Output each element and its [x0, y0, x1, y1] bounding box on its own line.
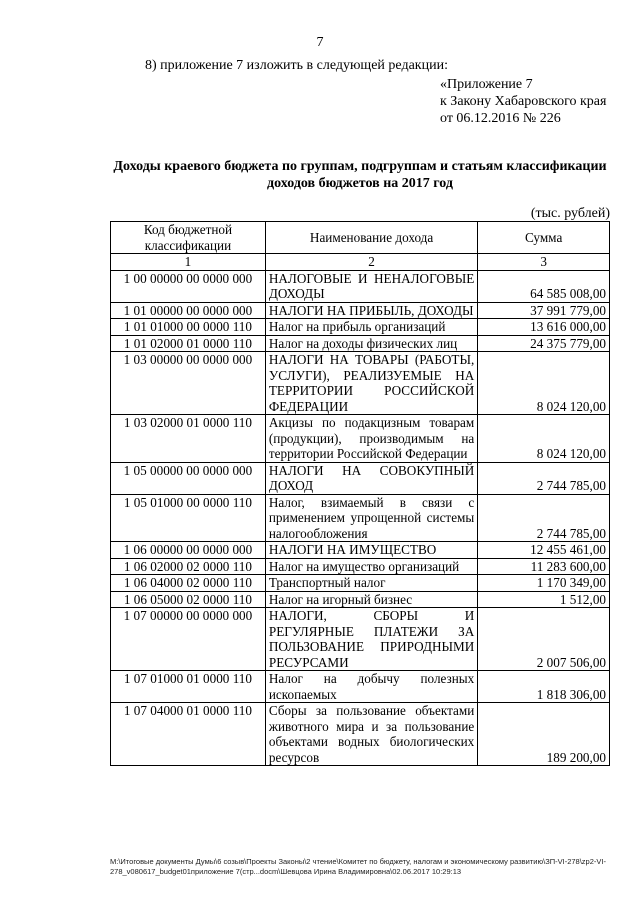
row-amount: 2 007 506,00: [478, 608, 610, 671]
table-row: [111, 335, 610, 352]
row-amount: 11 283 600,00: [478, 558, 610, 575]
table-row: [111, 591, 610, 608]
row-code: 1 06 04000 02 0000 110: [111, 575, 266, 592]
column-number-row: [111, 254, 610, 271]
row-amount: 12 455 461,00: [478, 542, 610, 559]
document-title: Доходы краевого бюджета по группам, подгруппам и статьям классификации доходов бюджетов на 2017 год: [113, 159, 607, 191]
row-code: 1 05 00000 00 0000 000: [111, 462, 266, 494]
row-code: 1 06 00000 00 0000 000: [111, 542, 266, 559]
column-number: 3: [478, 254, 610, 271]
table-row: [111, 558, 610, 575]
row-name: Налог на доходы физических лиц: [265, 335, 477, 352]
appendix-reference: [440, 76, 606, 127]
table-row: [111, 703, 610, 766]
intro-text: 8) приложение 7 изложить в следующей редакции:: [145, 58, 448, 73]
row-name: НАЛОГИ НА СОВОКУПНЫЙ ДОХОД: [265, 462, 477, 494]
row-name: Налог на имущество организаций: [265, 558, 477, 575]
table-row: [111, 415, 610, 463]
row-code: 1 07 01000 01 0000 110: [111, 671, 266, 703]
column-number: 2: [265, 254, 477, 271]
row-amount: 37 991 779,00: [478, 302, 610, 319]
row-amount: 1 818 306,00: [478, 671, 610, 703]
table-row: [111, 608, 610, 671]
row-amount: 1 512,00: [478, 591, 610, 608]
row-name: Налог, взимаемый в связи с применением упрощенной системы налогообложения: [265, 494, 477, 542]
row-amount: 189 200,00: [478, 703, 610, 766]
row-amount: 13 616 000,00: [478, 319, 610, 336]
row-name: НАЛОГИ, СБОРЫ И РЕГУЛЯРНЫЕ ПЛАТЕЖИ ЗА ПОЛЬЗОВАНИЕ ПРИРОДНЫМИ РЕСУРСАМИ: [265, 608, 477, 671]
table-row: [111, 462, 610, 494]
table-row: [111, 542, 610, 559]
row-name: НАЛОГОВЫЕ И НЕНАЛОГОВЫЕ ДОХОДЫ: [265, 270, 477, 302]
row-amount: 2 744 785,00: [478, 462, 610, 494]
table-row: [111, 270, 610, 302]
row-name: Сборы за пользование объектами животного мира и за пользование объектами водных биологических ресурсов: [265, 703, 477, 766]
row-amount: 8 024 120,00: [478, 352, 610, 415]
row-name: НАЛОГИ НА ПРИБЫЛЬ, ДОХОДЫ: [265, 302, 477, 319]
row-code: 1 03 00000 00 0000 000: [111, 352, 266, 415]
column-header-amount: Сумма: [478, 222, 610, 254]
table-row: [111, 302, 610, 319]
row-code: 1 07 00000 00 0000 000: [111, 608, 266, 671]
row-amount: 64 585 008,00: [478, 270, 610, 302]
row-amount: 8 024 120,00: [478, 415, 610, 463]
appendix-line: к Закону Хабаровского края: [440, 94, 607, 109]
row-code: 1 01 02000 01 0000 110: [111, 335, 266, 352]
row-name: Налог на добычу полезных ископаемых: [265, 671, 477, 703]
row-code: 1 05 01000 00 0000 110: [111, 494, 266, 542]
row-amount: 1 170 349,00: [478, 575, 610, 592]
row-name: Налог на прибыль организаций: [265, 319, 477, 336]
row-name: Акцизы по подакцизным товарам (продукции), производимым на территории Российской Федерации: [265, 415, 477, 463]
file-path-footer: M:\Итоговые документы Думы\6 созыв\Проекты Законы\2 чтение\Комитет по бюджету, налогам и экономическому развитию\ЗП-VI-278\zp2-VI-278_v080617_budget01приложение 7(стр...docm\Шевцова Ирина Владимировна\02.06.2017 10:29:13: [110, 857, 606, 876]
row-code: 1 06 05000 02 0000 110: [111, 591, 266, 608]
column-header-code: Код бюджетной классификации: [111, 222, 266, 254]
row-amount: 24 375 779,00: [478, 335, 610, 352]
row-code: 1 03 02000 01 0000 110: [111, 415, 266, 463]
table-row: [111, 319, 610, 336]
row-amount: 2 744 785,00: [478, 494, 610, 542]
column-header-name: Наименование дохода: [265, 222, 477, 254]
table-row: [111, 671, 610, 703]
row-name: Транспортный налог: [265, 575, 477, 592]
table-row: [111, 494, 610, 542]
appendix-line: от 06.12.2016 № 226: [440, 111, 561, 126]
row-name: НАЛОГИ НА ИМУЩЕСТВО: [265, 542, 477, 559]
page-number: 7: [316, 35, 324, 50]
row-name: НАЛОГИ НА ТОВАРЫ (РАБОТЫ, УСЛУГИ), РЕАЛИЗУЕМЫЕ НА ТЕРРИТОРИИ РОССИЙСКОЙ ФЕДЕРАЦИИ: [265, 352, 477, 415]
appendix-line: «Приложение 7: [440, 77, 533, 92]
row-code: 1 01 01000 00 0000 110: [111, 319, 266, 336]
revenue-table: [110, 221, 610, 766]
table-row: [111, 575, 610, 592]
row-code: 1 07 04000 01 0000 110: [111, 703, 266, 766]
column-number: 1: [111, 254, 266, 271]
row-code: 1 06 02000 02 0000 110: [111, 558, 266, 575]
table-row: [111, 352, 610, 415]
units-label: (тыс. рублей): [530, 206, 610, 221]
row-code: 1 01 00000 00 0000 000: [111, 302, 266, 319]
row-code: 1 00 00000 00 0000 000: [111, 270, 266, 302]
row-name: Налог на игорный бизнес: [265, 591, 477, 608]
table-header-row: [111, 222, 610, 254]
